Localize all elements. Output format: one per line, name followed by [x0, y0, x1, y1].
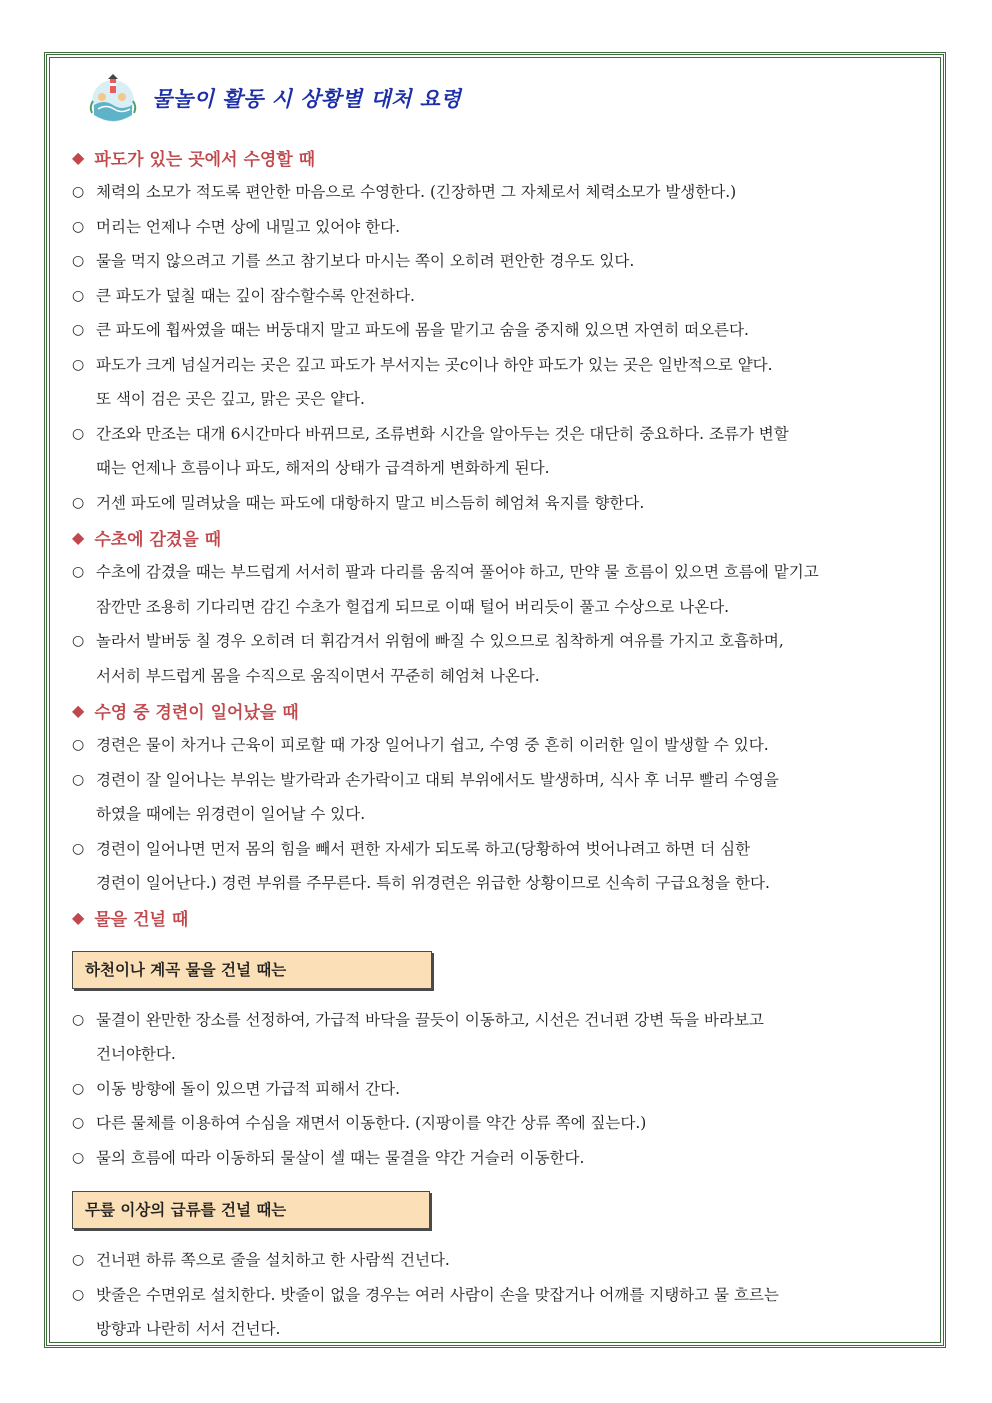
circle-bullet-icon: ○ — [72, 1011, 85, 1028]
list-crossing-stream — [72, 1003, 902, 1176]
circle-bullet-icon: ○ — [72, 1149, 85, 1166]
list-item: ○ 거센 파도에 밀려났을 때는 파도에 대항하지 말고 비스듬히 헤엄쳐 육지를 향한다. — [72, 486, 902, 521]
section-heading-waves — [72, 140, 902, 174]
circle-bullet-icon: ○ — [72, 1115, 85, 1131]
water-play-logo-icon — [86, 71, 140, 125]
circle-bullet-icon: ○ — [72, 494, 85, 511]
list-cramp — [72, 728, 902, 901]
circle-bullet-icon: ○ — [72, 564, 85, 580]
title-row — [86, 68, 461, 128]
subbox-row-2 — [72, 1191, 902, 1229]
heading-text: 파도가 있는 곳에서 수영할 때 — [94, 149, 316, 170]
circle-bullet-icon: ○ — [72, 287, 85, 304]
list-item: ○ 건너편 하류 쪽으로 줄을 설치하고 한 사람씩 건넌다. — [72, 1243, 902, 1278]
list-seaweed — [72, 555, 902, 693]
list-item: ○ 간조와 만조는 대개 6시간마다 바뀌므로, 조류변화 시간을 알아두는 것은 대단히 중요하다. 조류가 변할 때는 언제나 흐름이나 파도, 해저의 상태가 급격하게 변화하게 된다. — [72, 417, 902, 486]
list-item: ○ 놀라서 발버둥 칠 경우 오히려 더 휘감겨서 위험에 빠질 수 있으므로 침착하게 여유를 가지고 호흡하며, 서서히 부드럽게 몸을 수직으로 움직이면서 꾸준히 헤엄쳐 나온다. — [72, 624, 902, 693]
circle-bullet-icon: ○ — [72, 1080, 85, 1097]
circle-bullet-icon: ○ — [72, 425, 85, 442]
subbox-row-1 — [72, 951, 902, 989]
diamond-icon: ◆ — [72, 147, 85, 167]
list-item: ○ 밧줄은 수면위로 설치한다. 밧줄이 없을 경우는 여러 사람이 손을 맞잡거나 어깨를 지탱하고 물 흐르는 방향과 나란히 서서 건넌다. — [72, 1278, 902, 1347]
diamond-icon: ◆ — [72, 700, 85, 720]
diamond-icon: ◆ — [72, 527, 85, 547]
circle-bullet-icon: ○ — [72, 322, 85, 338]
list-item: ○ 체력의 소모가 적도록 편안한 마음으로 수영한다. (긴장하면 그 자체로서 체력소모가 발생한다.) — [72, 175, 902, 210]
list-item: ○ 물결이 완만한 장소를 선정하여, 가급적 바닥을 끌듯이 이동하고, 시선은 건너편 강변 둑을 바라보고 건너야한다. — [72, 1003, 902, 1072]
section-heading-crossing — [72, 901, 902, 935]
list-item: ○ 경련이 일어나면 먼저 몸의 힘을 빼서 편한 자세가 되도록 하고(당황하여 벗어나려고 하면 더 심한 경련이 일어난다.) 경련 부위를 주무른다. 특히 위경련은 위급한 상황이므로 신속히 구급요청을 한다. — [72, 832, 902, 901]
subheading-box-stream: 하천이나 계곡 물을 건널 때는 — [72, 951, 432, 989]
circle-bullet-icon: ○ — [72, 1286, 85, 1303]
list-crossing-rapids — [72, 1243, 902, 1347]
circle-bullet-icon: ○ — [72, 737, 85, 753]
heading-text: 수영 중 경련이 일어났을 때 — [94, 702, 299, 723]
heading-text: 수초에 감겼을 때 — [94, 529, 222, 550]
circle-bullet-icon: ○ — [72, 356, 85, 373]
list-item: ○ 다른 물체를 이용하여 수심을 재면서 이동한다. (지팡이를 약간 상류 쪽에 짚는다.) — [72, 1106, 902, 1141]
list-item: ○ 수초에 감겼을 때는 부드럽게 서서히 팔과 다리를 움직여 풀어야 하고, 만약 물 흐름이 있으면 흐름에 맡기고 잠깐만 조용히 기다리면 감긴 수초가 헐겁게 되므로 이때 털어 버리듯이 풀고 수상으로 나온다. — [72, 555, 902, 624]
list-item: ○ 머리는 언제나 수면 상에 내밀고 있어야 한다. — [72, 210, 902, 245]
list-item: ○ 물의 흐름에 따라 이동하되 물살이 셀 때는 물결을 약간 거슬러 이동한다. — [72, 1141, 902, 1176]
diamond-icon: ◆ — [72, 908, 85, 927]
heading-text: 물을 건널 때 — [94, 910, 189, 930]
circle-bullet-icon: ○ — [72, 218, 85, 235]
circle-bullet-icon: ○ — [72, 184, 85, 200]
circle-bullet-icon: ○ — [72, 1252, 85, 1268]
list-item: ○ 경련이 잘 일어나는 부위는 발가락과 손가락이고 대퇴 부위에서도 발생하며, 식사 후 너무 빨리 수영을 하였을 때에는 위경련이 일어날 수 있다. — [72, 763, 902, 832]
subheading-box-rapids: 무릎 이상의 급류를 건널 때는 — [72, 1191, 430, 1229]
list-item: ○ 물을 먹지 않으려고 기를 쓰고 참기보다 마시는 쪽이 오히려 편안한 경우도 있다. — [72, 244, 902, 279]
list-item: ○ 이동 방향에 돌이 있으면 가급적 피해서 간다. — [72, 1072, 902, 1107]
list-item: ○ 경련은 물이 차거나 근육이 피로할 때 가장 일어나기 쉽고, 수영 중 흔히 이러한 일이 발생할 수 있다. — [72, 728, 902, 763]
list-item: ○ 파도가 크게 넘실거리는 곳은 깊고 파도가 부서지는 곳c이나 하얀 파도가 있는 곳은 일반적으로 얕다. 또 색이 검은 곳은 깊고, 맑은 곳은 얕다. — [72, 348, 902, 417]
content — [72, 140, 902, 1347]
circle-bullet-icon: ○ — [72, 253, 85, 269]
list-item: ○ 큰 파도가 덮칠 때는 깊이 잠수할수록 안전하다. — [72, 279, 902, 314]
list-item: ○ 큰 파도에 휩싸였을 때는 버둥대지 말고 파도에 몸을 맡기고 숨을 중지해 있으면 자연히 떠오른다. — [72, 313, 902, 348]
page-title: 물놀이 활동 시 상황별 대처 요령 — [152, 86, 462, 111]
section-heading-seaweed — [72, 520, 902, 554]
circle-bullet-icon: ○ — [72, 840, 85, 857]
circle-bullet-icon: ○ — [72, 771, 85, 788]
list-waves — [72, 175, 902, 520]
section-heading-cramp — [72, 693, 902, 727]
circle-bullet-icon: ○ — [72, 633, 85, 649]
